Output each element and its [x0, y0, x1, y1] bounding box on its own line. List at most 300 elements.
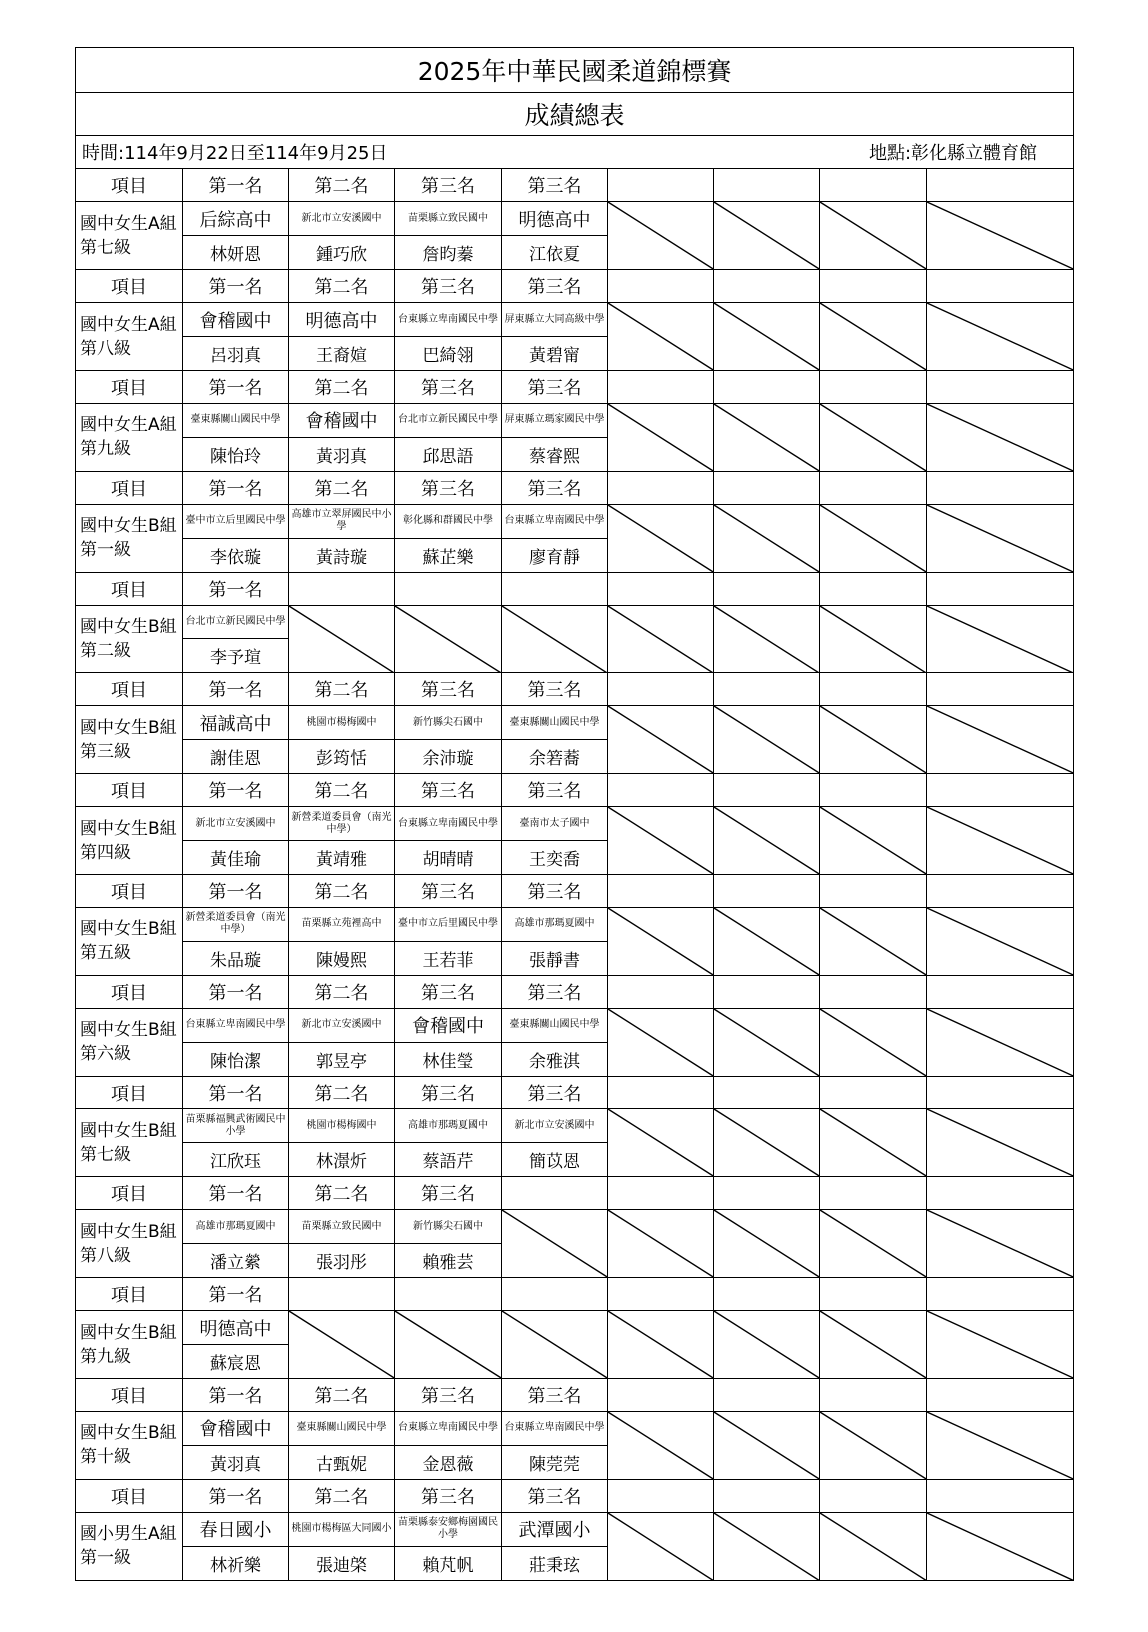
- header-empty-cell: [714, 1278, 820, 1311]
- school-name: 臺東縣關山國民中學: [289, 1411, 395, 1445]
- header-empty-cell: [608, 1378, 714, 1411]
- school-name: 新北市立安溪國中: [183, 807, 289, 841]
- athlete-name: 江欣珏: [183, 1143, 289, 1177]
- school-row: [76, 1008, 1074, 1042]
- header-rank-label: 第一名: [183, 673, 289, 706]
- empty-slashed-cell: [714, 1109, 820, 1177]
- school-name: 台東縣立卑南國民中學: [395, 807, 502, 841]
- athlete-name: 胡晴晴: [395, 841, 502, 875]
- school-name: 臺東縣關山國民中學: [183, 403, 289, 437]
- block-header-row: [76, 774, 1074, 807]
- empty-slashed-cell: [927, 303, 1074, 371]
- header-item-label: 項目: [76, 874, 183, 907]
- athlete-name: 郭昱亭: [289, 1042, 395, 1076]
- school-name: 台東縣立卑南國民中學: [183, 1008, 289, 1042]
- school-name: 台東縣立卑南國民中學: [395, 303, 502, 337]
- header-rank-label: 第一名: [183, 1479, 289, 1512]
- header-item-label: 項目: [76, 1479, 183, 1512]
- empty-slashed-cell: [395, 1311, 502, 1379]
- school-name: 新北市立安溪國中: [289, 202, 395, 236]
- info-row: [76, 136, 1074, 169]
- empty-slashed-cell: [927, 907, 1074, 975]
- empty-slashed-cell: [820, 1411, 927, 1479]
- empty-slashed-cell: [927, 1311, 1074, 1379]
- header-empty-cell: [820, 975, 927, 1008]
- header-rank-label: 第三名: [395, 874, 502, 907]
- empty-slashed-cell: [820, 202, 927, 270]
- empty-slashed-cell: [714, 706, 820, 774]
- school-name: 明德高中: [502, 202, 608, 236]
- header-empty-cell: [820, 1278, 927, 1311]
- empty-slashed-cell: [927, 1008, 1074, 1076]
- athlete-name: 簡苡恩: [502, 1143, 608, 1177]
- header-empty-cell: [820, 1378, 927, 1411]
- header-rank-label: 第二名: [289, 1076, 395, 1109]
- athlete-name: 林澋炘: [289, 1143, 395, 1177]
- header-rank-label: 第二名: [289, 1177, 395, 1210]
- athlete-name: 余雅淇: [502, 1042, 608, 1076]
- school-name: 台東縣立卑南國民中學: [502, 504, 608, 538]
- header-empty-cell: [927, 874, 1074, 907]
- athlete-name: 邱思語: [395, 437, 502, 471]
- school-name: 苗栗縣立致民國中: [289, 1210, 395, 1244]
- block-header-row: [76, 1479, 1074, 1512]
- header-empty-cell: [820, 471, 927, 504]
- school-name: 台東縣立卑南國民中學: [395, 1411, 502, 1445]
- school-row: [76, 605, 1074, 639]
- header-rank-label: 第三名: [395, 1076, 502, 1109]
- results-table: [75, 47, 1074, 1581]
- school-name: 會稽國中: [183, 1411, 289, 1445]
- header-empty-cell: [714, 572, 820, 605]
- empty-slashed-cell: [820, 1210, 927, 1278]
- empty-slashed-cell: [714, 1008, 820, 1076]
- header-rank-label: 第三名: [395, 1378, 502, 1411]
- block-header-row: [76, 270, 1074, 303]
- empty-slashed-cell: [608, 807, 714, 875]
- empty-slashed-cell: [714, 1411, 820, 1479]
- athlete-name: 林妍恩: [183, 236, 289, 270]
- empty-slashed-cell: [608, 403, 714, 471]
- header-rank-label: 第二名: [289, 874, 395, 907]
- empty-slashed-cell: [608, 202, 714, 270]
- header-empty-cell: [927, 774, 1074, 807]
- header-rank-label: 第三名: [502, 975, 608, 1008]
- header-rank-label: 第二名: [289, 370, 395, 403]
- header-empty-cell: [714, 975, 820, 1008]
- header-empty-cell: [289, 572, 395, 605]
- header-rank-label: 第三名: [502, 270, 608, 303]
- school-name: 新北市立安溪國中: [289, 1008, 395, 1042]
- header-rank-label: 第三名: [502, 774, 608, 807]
- header-empty-cell: [927, 169, 1074, 202]
- empty-slashed-cell: [714, 1512, 820, 1580]
- header-item-label: 項目: [76, 572, 183, 605]
- athlete-name: 王裔媗: [289, 337, 395, 371]
- empty-slashed-cell: [502, 1311, 608, 1379]
- empty-slashed-cell: [289, 1311, 395, 1379]
- school-name: 新竹縣尖石國中: [395, 1210, 502, 1244]
- empty-slashed-cell: [608, 1109, 714, 1177]
- block-header-row: [76, 572, 1074, 605]
- empty-slashed-cell: [608, 1311, 714, 1379]
- athlete-name: 林祈樂: [183, 1546, 289, 1580]
- header-empty-cell: [608, 169, 714, 202]
- header-rank-label: 第三名: [395, 169, 502, 202]
- athlete-name: 陳怡潔: [183, 1042, 289, 1076]
- empty-slashed-cell: [820, 1311, 927, 1379]
- empty-slashed-cell: [927, 706, 1074, 774]
- header-empty-cell: [608, 270, 714, 303]
- school-name: 苗栗縣福興武術國民中小學: [183, 1109, 289, 1143]
- school-row: [76, 403, 1074, 437]
- header-rank-label: 第三名: [395, 1177, 502, 1210]
- athlete-name: 黃羽真: [183, 1445, 289, 1479]
- school-name: 屏東縣立瑪家國民中學: [502, 403, 608, 437]
- header-empty-cell: [927, 1278, 1074, 1311]
- block-header-row: [76, 1076, 1074, 1109]
- block-header-row: [76, 169, 1074, 202]
- empty-slashed-cell: [289, 605, 395, 673]
- school-row: [76, 1109, 1074, 1143]
- school-name: 桃園市楊梅國中: [289, 1109, 395, 1143]
- header-empty-cell: [608, 1177, 714, 1210]
- athlete-name: 潘立縈: [183, 1244, 289, 1278]
- header-empty-cell: [608, 975, 714, 1008]
- empty-slashed-cell: [714, 303, 820, 371]
- empty-slashed-cell: [927, 605, 1074, 673]
- header-rank-label: 第三名: [395, 471, 502, 504]
- school-name: 台北市立新民國民中學: [183, 605, 289, 639]
- header-empty-cell: [714, 169, 820, 202]
- block-header-row: [76, 673, 1074, 706]
- header-item-label: 項目: [76, 471, 183, 504]
- header-item-label: 項目: [76, 169, 183, 202]
- block-header-row: [76, 1177, 1074, 1210]
- category-label: 國中女生B組 第一級: [76, 504, 183, 572]
- header-empty-cell: [820, 1479, 927, 1512]
- empty-slashed-cell: [714, 202, 820, 270]
- header-rank-label: 第一名: [183, 975, 289, 1008]
- header-item-label: 項目: [76, 975, 183, 1008]
- header-empty-cell: [820, 270, 927, 303]
- empty-slashed-cell: [608, 605, 714, 673]
- school-row: [76, 1512, 1074, 1546]
- empty-slashed-cell: [927, 1411, 1074, 1479]
- school-name: 臺中市立后里國民中學: [395, 907, 502, 941]
- header-rank-label: 第三名: [502, 1479, 608, 1512]
- athlete-name: 詹昀蓁: [395, 236, 502, 270]
- athlete-name: 陳怡玲: [183, 437, 289, 471]
- header-empty-cell: [714, 1076, 820, 1109]
- empty-slashed-cell: [608, 1008, 714, 1076]
- empty-slashed-cell: [608, 1512, 714, 1580]
- header-rank-label: 第一名: [183, 1177, 289, 1210]
- header-item-label: 項目: [76, 1378, 183, 1411]
- empty-slashed-cell: [714, 807, 820, 875]
- school-name: 會稽國中: [395, 1008, 502, 1042]
- athlete-name: 李依璇: [183, 538, 289, 572]
- athlete-name: 賴雅芸: [395, 1244, 502, 1278]
- header-item-label: 項目: [76, 370, 183, 403]
- empty-slashed-cell: [714, 504, 820, 572]
- document-subtitle: 成績總表: [76, 93, 1074, 136]
- header-empty-cell: [927, 673, 1074, 706]
- header-rank-label: 第二名: [289, 169, 395, 202]
- header-empty-cell: [714, 1378, 820, 1411]
- header-empty-cell: [820, 370, 927, 403]
- header-rank-label: 第三名: [395, 774, 502, 807]
- empty-slashed-cell: [608, 907, 714, 975]
- school-row: [76, 907, 1074, 941]
- empty-slashed-cell: [927, 807, 1074, 875]
- empty-slashed-cell: [608, 504, 714, 572]
- header-empty-cell: [927, 975, 1074, 1008]
- empty-slashed-cell: [608, 303, 714, 371]
- empty-slashed-cell: [820, 907, 927, 975]
- athlete-name: 朱品璇: [183, 941, 289, 975]
- header-rank-label: 第三名: [502, 370, 608, 403]
- category-label: 國中女生B組 第十級: [76, 1411, 183, 1479]
- empty-slashed-cell: [927, 1109, 1074, 1177]
- header-rank-label: 第二名: [289, 673, 395, 706]
- school-name: 臺東縣關山國民中學: [502, 1008, 608, 1042]
- header-rank-label: 第一名: [183, 1378, 289, 1411]
- period-text: 時間:114年9月22日至114年9月25日: [82, 143, 388, 165]
- empty-slashed-cell: [502, 605, 608, 673]
- athlete-name: 巴綺翎: [395, 337, 502, 371]
- school-name: 彰化縣和群國民中學: [395, 504, 502, 538]
- header-rank-label: 第一名: [183, 270, 289, 303]
- category-label: 國中女生B組 第三級: [76, 706, 183, 774]
- header-empty-cell: [608, 673, 714, 706]
- category-label: 國中女生B組 第二級: [76, 605, 183, 673]
- school-name: 后綜高中: [183, 202, 289, 236]
- athlete-name: 王若菲: [395, 941, 502, 975]
- header-empty-cell: [820, 673, 927, 706]
- header-rank-label: 第三名: [502, 1076, 608, 1109]
- header-empty-cell: [927, 1177, 1074, 1210]
- header-empty-cell: [927, 1076, 1074, 1109]
- header-rank-label: 第三名: [502, 471, 608, 504]
- athlete-name: 廖育靜: [502, 538, 608, 572]
- header-empty-cell: [289, 1278, 395, 1311]
- header-empty-cell: [820, 774, 927, 807]
- header-empty-cell: [820, 572, 927, 605]
- school-name: 春日國小: [183, 1512, 289, 1546]
- category-label: 國中女生B組 第七級: [76, 1109, 183, 1177]
- school-name: 高雄市那瑪夏國中: [395, 1109, 502, 1143]
- school-name: 新竹縣尖石國中: [395, 706, 502, 740]
- empty-slashed-cell: [820, 403, 927, 471]
- empty-slashed-cell: [927, 403, 1074, 471]
- athlete-name: 黃羽真: [289, 437, 395, 471]
- header-empty-cell: [927, 1378, 1074, 1411]
- header-empty-cell: [820, 874, 927, 907]
- school-name: 武潭國小: [502, 1512, 608, 1546]
- athlete-name: 黃靖雅: [289, 841, 395, 875]
- header-empty-cell: [927, 572, 1074, 605]
- school-row: [76, 1210, 1074, 1244]
- header-rank-label: 第一名: [183, 774, 289, 807]
- header-rank-label: 第一名: [183, 370, 289, 403]
- school-name: 新北市立安溪國中: [502, 1109, 608, 1143]
- athlete-name: 張迪棨: [289, 1546, 395, 1580]
- empty-slashed-cell: [820, 504, 927, 572]
- empty-slashed-cell: [714, 907, 820, 975]
- school-name: 臺南市太子國中: [502, 807, 608, 841]
- athlete-name: 陳莞莞: [502, 1445, 608, 1479]
- category-label: 國中女生B組 第六級: [76, 1008, 183, 1076]
- header-empty-cell: [502, 1278, 608, 1311]
- school-row: [76, 807, 1074, 841]
- header-rank-label: 第三名: [502, 1378, 608, 1411]
- header-rank-label: 第三名: [502, 673, 608, 706]
- school-row: [76, 202, 1074, 236]
- header-rank-label: 第二名: [289, 1479, 395, 1512]
- athlete-name: 余沛璇: [395, 740, 502, 774]
- school-name: 福誠高中: [183, 706, 289, 740]
- header-empty-cell: [395, 572, 502, 605]
- block-header-row: [76, 1278, 1074, 1311]
- header-rank-label: 第一名: [183, 1076, 289, 1109]
- header-rank-label: 第三名: [502, 169, 608, 202]
- athlete-name: 蘇宸恩: [183, 1345, 289, 1379]
- header-empty-cell: [820, 169, 927, 202]
- document-title: 2025年中華民國柔道錦標賽: [76, 48, 1074, 93]
- athlete-name: 賴芃帆: [395, 1546, 502, 1580]
- block-header-row: [76, 1378, 1074, 1411]
- header-empty-cell: [927, 270, 1074, 303]
- school-name: 苗栗縣泰安鄉梅園國民小學: [395, 1512, 502, 1546]
- header-rank-label: 第二名: [289, 975, 395, 1008]
- header-rank-label: 第三名: [395, 270, 502, 303]
- athlete-name: 呂羽真: [183, 337, 289, 371]
- school-name: 臺中市立后里國民中學: [183, 504, 289, 538]
- athlete-name: 黃佳瑜: [183, 841, 289, 875]
- athlete-name: 林佳瑩: [395, 1042, 502, 1076]
- school-name: 新營柔道委員會（南光中學）: [289, 807, 395, 841]
- block-header-row: [76, 471, 1074, 504]
- header-empty-cell: [608, 1278, 714, 1311]
- empty-slashed-cell: [608, 1411, 714, 1479]
- athlete-name: 陳嫚熙: [289, 941, 395, 975]
- header-item-label: 項目: [76, 1177, 183, 1210]
- header-empty-cell: [608, 874, 714, 907]
- athlete-name: 莊秉玹: [502, 1546, 608, 1580]
- school-name: 高雄市立翠屏國民中小學: [289, 504, 395, 538]
- athlete-name: 蘇芷樂: [395, 538, 502, 572]
- category-label: 國中女生A組 第八級: [76, 303, 183, 371]
- school-name: 苗栗縣立致民國中: [395, 202, 502, 236]
- school-name: 台北市立新民國民中學: [395, 403, 502, 437]
- empty-slashed-cell: [820, 1109, 927, 1177]
- athlete-name: 蔡睿熙: [502, 437, 608, 471]
- school-name: 高雄市那瑪夏國中: [183, 1210, 289, 1244]
- school-name: 明德高中: [289, 303, 395, 337]
- header-empty-cell: [714, 1177, 820, 1210]
- header-empty-cell: [608, 572, 714, 605]
- header-rank-label: 第一名: [183, 874, 289, 907]
- athlete-name: 蔡語芹: [395, 1143, 502, 1177]
- header-empty-cell: [714, 1479, 820, 1512]
- school-name: 新營柔道委員會（南光中學）: [183, 907, 289, 941]
- header-empty-cell: [502, 572, 608, 605]
- empty-slashed-cell: [714, 403, 820, 471]
- school-row: [76, 1311, 1074, 1345]
- school-row: [76, 504, 1074, 538]
- header-rank-label: 第一名: [183, 471, 289, 504]
- header-empty-cell: [714, 774, 820, 807]
- header-empty-cell: [714, 471, 820, 504]
- header-empty-cell: [714, 270, 820, 303]
- school-name: 屏東縣立大同高級中學: [502, 303, 608, 337]
- empty-slashed-cell: [820, 807, 927, 875]
- school-row: [76, 706, 1074, 740]
- empty-slashed-cell: [714, 1210, 820, 1278]
- empty-slashed-cell: [927, 504, 1074, 572]
- school-row: [76, 303, 1074, 337]
- category-label: 國中女生A組 第九級: [76, 403, 183, 471]
- athlete-name: 謝佳恩: [183, 740, 289, 774]
- school-name: 苗栗縣立苑裡高中: [289, 907, 395, 941]
- header-rank-label: 第二名: [289, 270, 395, 303]
- header-rank-label: 第一名: [183, 1278, 289, 1311]
- category-label: 國中女生B組 第九級: [76, 1311, 183, 1379]
- header-empty-cell: [714, 370, 820, 403]
- header-empty-cell: [714, 673, 820, 706]
- block-header-row: [76, 874, 1074, 907]
- athlete-name: 金恩薇: [395, 1445, 502, 1479]
- header-item-label: 項目: [76, 1076, 183, 1109]
- athlete-name: 彭筠恬: [289, 740, 395, 774]
- header-empty-cell: [608, 774, 714, 807]
- header-empty-cell: [608, 1479, 714, 1512]
- school-name: 明德高中: [183, 1311, 289, 1345]
- school-name: 會稽國中: [289, 403, 395, 437]
- header-rank-label: 第三名: [395, 370, 502, 403]
- empty-slashed-cell: [820, 706, 927, 774]
- empty-slashed-cell: [502, 1210, 608, 1278]
- header-item-label: 項目: [76, 774, 183, 807]
- school-name: 高雄市那瑪夏國中: [502, 907, 608, 941]
- header-empty-cell: [608, 471, 714, 504]
- header-rank-label: 第一名: [183, 572, 289, 605]
- category-label: 國小男生A組 第一級: [76, 1512, 183, 1580]
- location-text: 地點:彰化縣立體育館: [868, 143, 1038, 165]
- empty-slashed-cell: [714, 605, 820, 673]
- athlete-name: 余箬蕎: [502, 740, 608, 774]
- header-item-label: 項目: [76, 270, 183, 303]
- header-rank-label: 第三名: [395, 1479, 502, 1512]
- header-empty-cell: [395, 1278, 502, 1311]
- category-label: 國中女生B組 第四級: [76, 807, 183, 875]
- empty-slashed-cell: [608, 706, 714, 774]
- school-name: 會稽國中: [183, 303, 289, 337]
- header-empty-cell: [927, 1479, 1074, 1512]
- header-empty-cell: [820, 1177, 927, 1210]
- athlete-name: 張靜書: [502, 941, 608, 975]
- header-rank-label: 第三名: [395, 673, 502, 706]
- empty-slashed-cell: [820, 1008, 927, 1076]
- empty-slashed-cell: [820, 1512, 927, 1580]
- header-empty-cell: [927, 370, 1074, 403]
- athlete-name: 李予瑄: [183, 639, 289, 673]
- header-rank-label: 第三名: [395, 975, 502, 1008]
- athlete-name: 鍾巧欣: [289, 236, 395, 270]
- empty-slashed-cell: [820, 605, 927, 673]
- empty-slashed-cell: [820, 303, 927, 371]
